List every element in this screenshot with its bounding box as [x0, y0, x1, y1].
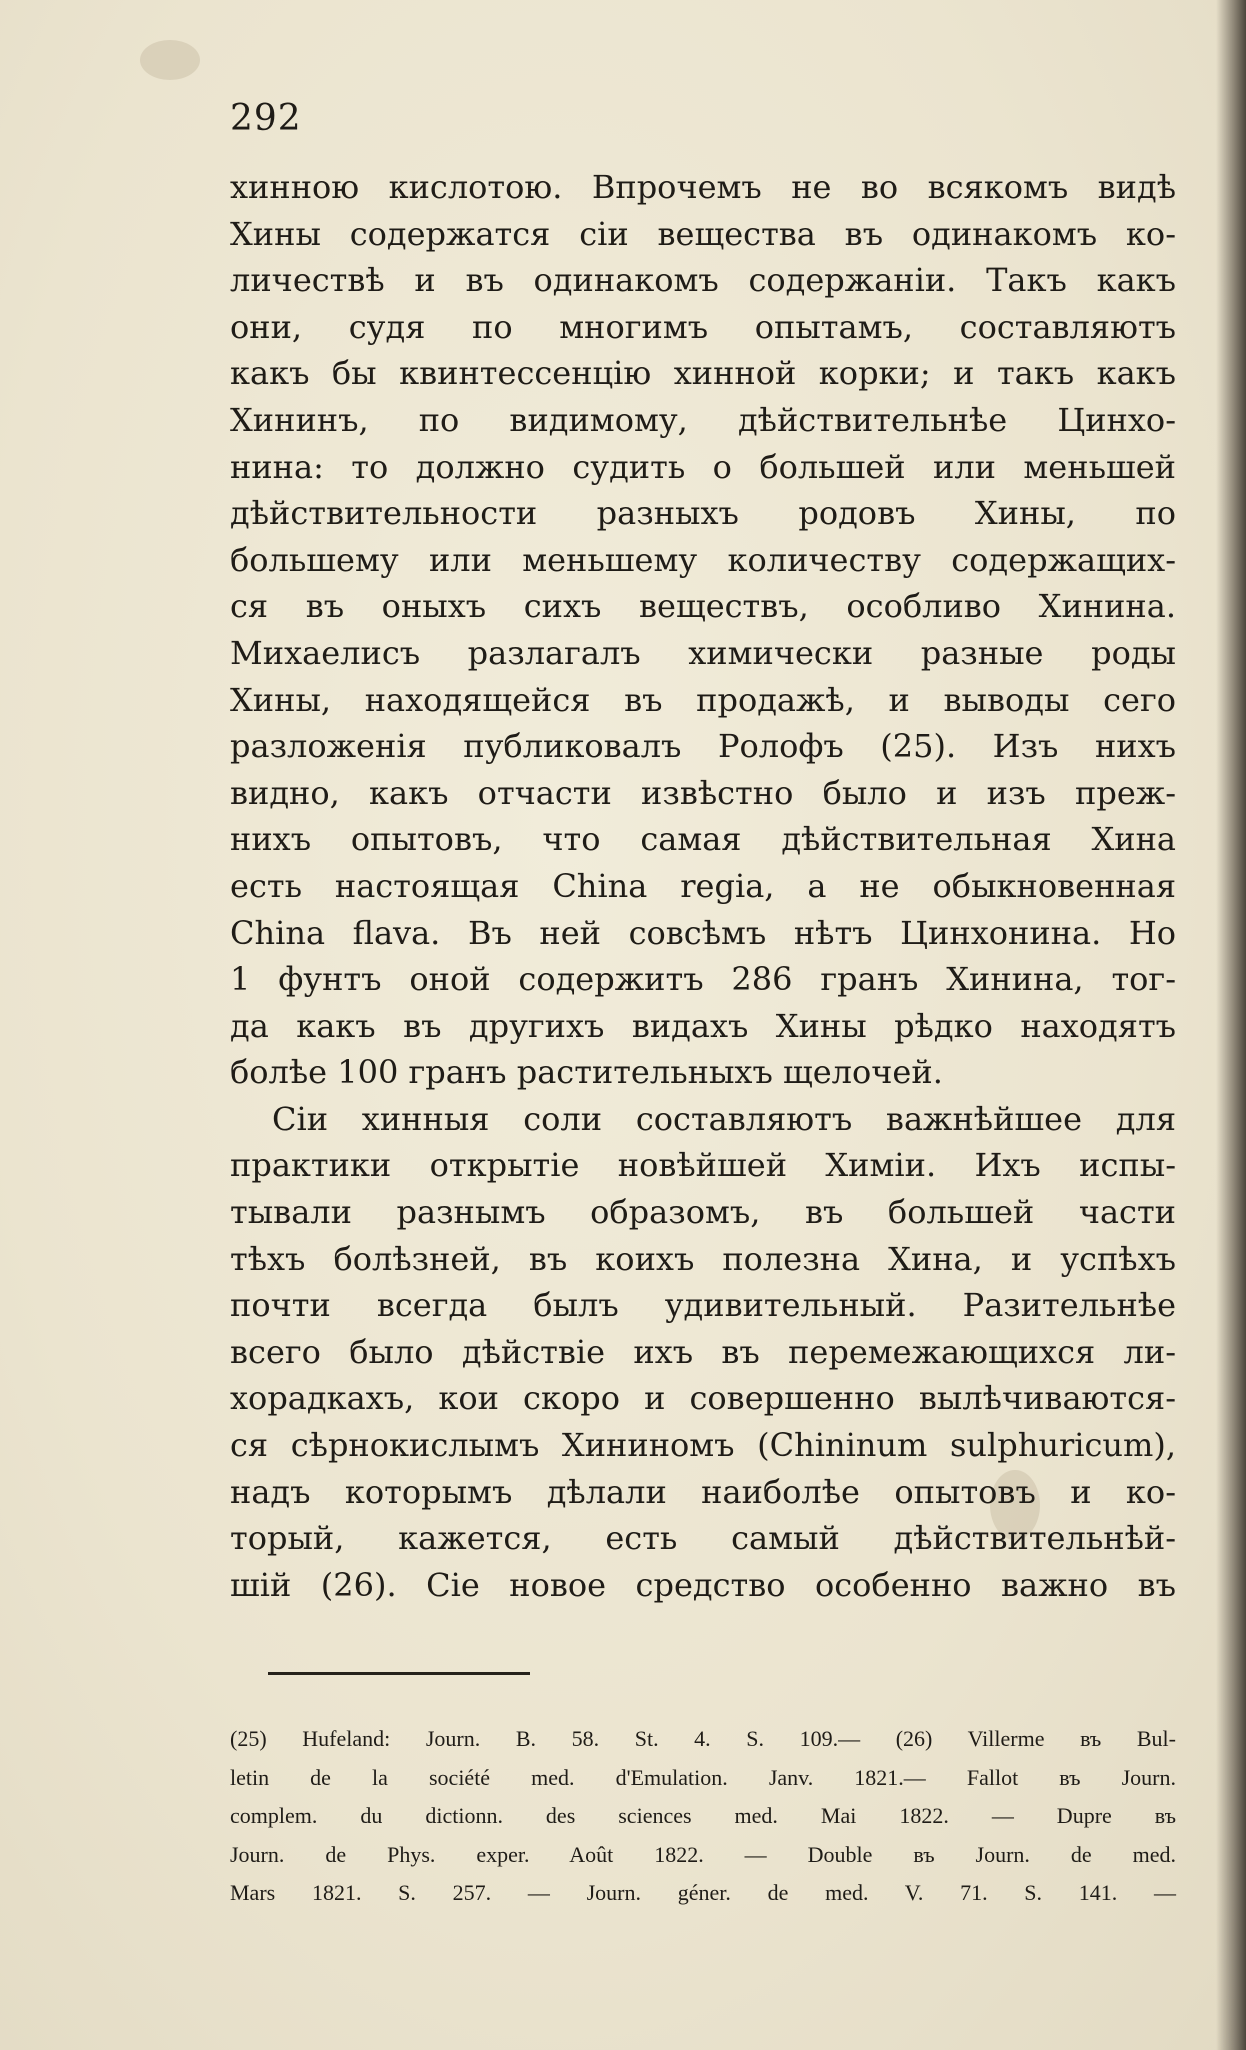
text-line: тѣхъ болѣзней, въ коихъ полезна Хина, и успѣхъ: [230, 1239, 1176, 1278]
text-line: Михаелисъ разлагалъ химически разные роды: [230, 633, 1176, 672]
text-line: торый, кажется, есть самый дѣйствительнѣй-: [230, 1519, 1176, 1558]
text-line: Сіи хинныя соли составляютъ важнѣйшее для: [272, 1099, 1176, 1138]
text-line: почти всегда былъ удивительный. Разительнѣе: [230, 1286, 1176, 1325]
footnote-line: letin de la société med. d'Emulation. Janv. 1821.— Fallot въ Journ.: [230, 1764, 1176, 1790]
text-line: хорадкахъ, кои скоро и совершенно вылѣчиваются-: [230, 1379, 1176, 1418]
text-line: какъ бы квинтессенцію хинной корки; и такъ какъ: [230, 354, 1176, 393]
text-line: нина: то должно судить о большей или меньшей: [230, 447, 1176, 486]
text-line: болѣе 100 гранъ растительныхъ щелочей.: [230, 1053, 943, 1092]
text-line: видно, какъ отчасти извѣстно было и изъ преж-: [230, 773, 1176, 812]
text-line: Хининъ, по видимому, дѣйствительнѣе Цинхо-: [230, 400, 1176, 439]
footnote-divider: [268, 1672, 530, 1675]
footnote-line: complem. du dictionn. des sciences med. Mai 1822. — Dupre въ: [230, 1803, 1176, 1828]
text-line: разложенія публиковалъ Ролофъ (25). Изъ нихъ: [230, 727, 1176, 766]
text-line: тывали разнымъ образомъ, въ большей части: [230, 1193, 1176, 1232]
text-line: ся сѣрнокислымъ Хининомъ (Chininum sulphuricum),: [230, 1426, 1176, 1465]
text-line: хинною кислотою. Впрочемъ не во всякомъ видѣ: [230, 168, 1176, 206]
footnote-line: (25) Hufeland: Journ. B. 58. St. 4. S. 109.— (26) Villerme въ Bul-: [230, 1726, 1176, 1751]
body-text: [230, 164, 1176, 1608]
footnote-line: Mars 1821. S. 257. — Journ. géner. de med. V. 71. S. 141. —: [230, 1880, 1176, 1905]
footnote-line: Journ. de Phys. exper. Août 1822. — Double въ Journ. de med.: [230, 1841, 1176, 1867]
text-line: нихъ опытовъ, что самая дѣйствительная Хина: [230, 820, 1176, 859]
text-line: Хины содержатся сіи вещества въ одинакомъ ко-: [230, 214, 1176, 253]
text-line: есть настоящая China regia, а не обыкновенная: [230, 866, 1176, 905]
page-binding-shadow: [1216, 0, 1246, 2050]
text-line: Хины, находящейся въ продажѣ, и выводы сего: [230, 680, 1176, 719]
text-line: большему или меньшему количеству содержащих-: [230, 540, 1176, 579]
page-number: 292: [230, 98, 302, 139]
paper-stain: [140, 40, 200, 80]
text-line: практики открытіе новѣйшей Химіи. Ихъ испы-: [230, 1146, 1176, 1185]
text-line: ся въ оныхъ сихъ веществъ, особливо Хинина.: [230, 587, 1176, 626]
text-line: надъ которымъ дѣлали наиболѣе опытовъ и ко-: [230, 1472, 1176, 1511]
text-line: всего было дѣйствіе ихъ въ перемежающихся ли-: [230, 1332, 1176, 1371]
text-line: шій (26). Сіе новое средство особенно важно въ: [230, 1565, 1176, 1604]
text-line: дѣйствительности разныхъ родовъ Хины, по: [230, 494, 1176, 533]
text-line: да какъ въ другихъ видахъ Хины рѣдко находятъ: [230, 1006, 1176, 1045]
text-line: 1 фунтъ оной содержитъ 286 гранъ Хинина, тог-: [230, 960, 1176, 999]
text-line: личествѣ и въ одинакомъ содержаніи. Такъ какъ: [230, 261, 1176, 300]
text-line: они, судя по многимъ опытамъ, составляютъ: [230, 307, 1176, 346]
text-line: China flava. Въ ней совсѣмъ нѣтъ Цинхонина. Но: [230, 913, 1176, 952]
footnotes: [230, 1720, 1176, 1913]
